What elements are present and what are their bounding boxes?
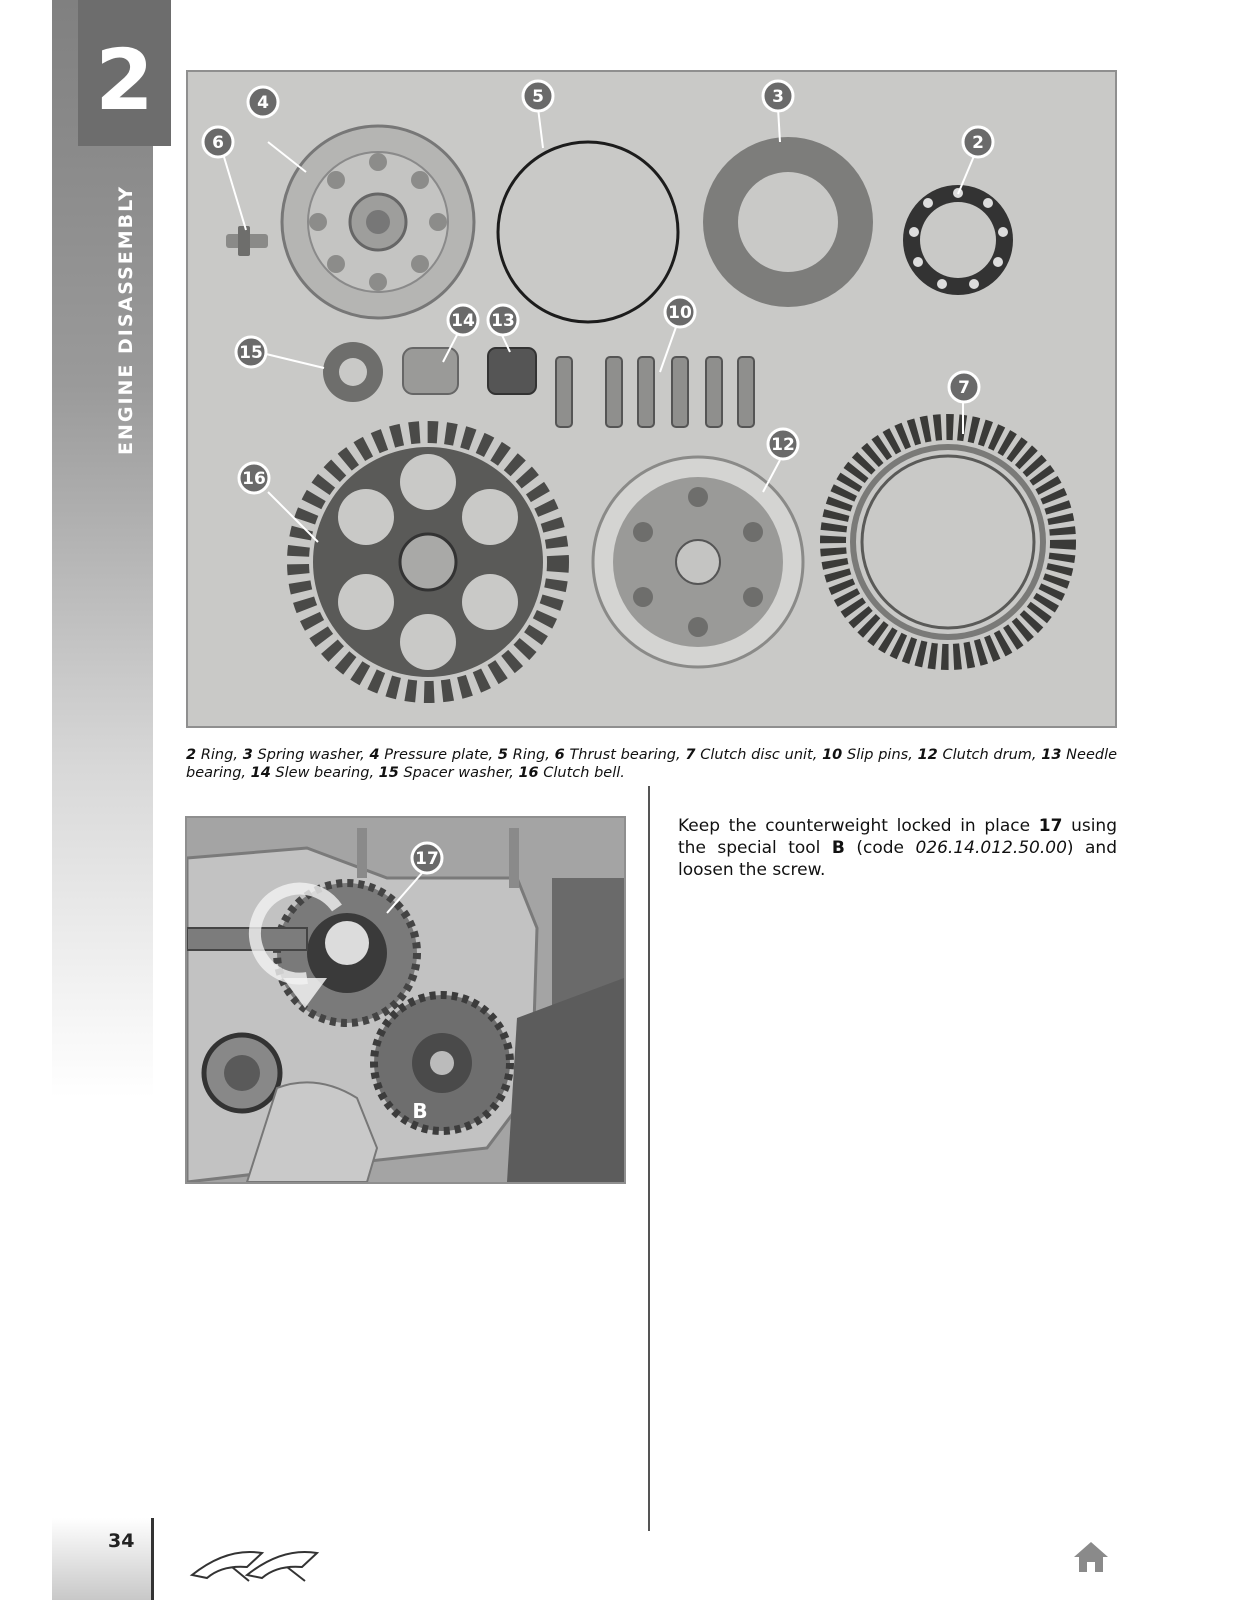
tool-code: 026.14.012.50.00	[915, 838, 1067, 858]
rr-logo-icon	[187, 1545, 337, 1585]
caption-num: 2	[186, 747, 197, 763]
callout-3: 3	[772, 87, 784, 107]
page-number: 34	[108, 1530, 135, 1552]
caption-num: 6	[554, 747, 565, 763]
ref-b: B	[831, 838, 845, 858]
callout-10: 10	[668, 303, 692, 323]
body-text: ) and loosen the screw.	[678, 838, 1117, 880]
caption-num: 13	[1041, 747, 1062, 763]
callout-b: B	[412, 1099, 428, 1123]
caption-num: 10	[822, 747, 843, 763]
caption-text: Pressure plate,	[379, 747, 498, 763]
chapter-number-box	[78, 0, 171, 146]
callout-4: 4	[257, 93, 269, 113]
clutch-components-photo	[186, 70, 1117, 728]
caption-num: 15	[378, 765, 399, 781]
caption-num: 12	[917, 747, 938, 763]
caption-num: 4	[369, 747, 380, 763]
caption-text: Clutch disc unit,	[695, 747, 823, 763]
caption-num: 14	[250, 765, 271, 781]
instruction-paragraph	[678, 815, 1117, 881]
caption-text: Clutch bell.	[538, 765, 625, 781]
caption-num: 3	[242, 747, 253, 763]
column-divider	[648, 786, 650, 1531]
footer-bar	[52, 1518, 151, 1600]
ref-17: 17	[1038, 816, 1063, 836]
caption-text: Spring washer,	[252, 747, 370, 763]
chapter-sidebar	[52, 0, 153, 1098]
callout-12: 12	[771, 435, 795, 455]
caption-num: 7	[685, 747, 696, 763]
caption-text: Spacer washer,	[398, 765, 519, 781]
photo-caption	[186, 746, 1117, 782]
callout-15: 15	[239, 343, 263, 363]
callout-13: 13	[491, 311, 515, 331]
callout-17: 17	[415, 849, 439, 869]
callout-7: 7	[958, 378, 970, 398]
caption-text: Needle bearing,	[186, 747, 1118, 781]
body-text: Keep the counterweight locked in place	[678, 816, 1039, 836]
caption-num: 16	[518, 765, 539, 781]
caption-text: Thrust bearing,	[564, 747, 686, 763]
chapter-title: ENGINE DISASSEMBLY	[115, 184, 137, 456]
caption-num: 5	[497, 747, 509, 763]
callout-2: 2	[972, 133, 984, 153]
callout-6: 6	[212, 133, 224, 153]
caption-text: Slip pins,	[842, 747, 918, 763]
counterweight-tool-photo	[185, 816, 626, 1184]
callout-5: 5	[532, 87, 544, 107]
callout-14: 14	[451, 311, 475, 331]
caption-text: Clutch drum,	[937, 747, 1042, 763]
body-text: using the special tool	[678, 816, 1117, 858]
callout-16: 16	[242, 469, 266, 489]
caption-text: Ring,	[196, 747, 243, 763]
caption-text: Ring,	[508, 747, 555, 763]
footer-divider	[151, 1518, 154, 1600]
home-icon[interactable]	[1072, 1540, 1110, 1574]
chapter-number: 2	[95, 31, 154, 129]
caption-text: Slew bearing,	[270, 765, 379, 781]
body-text: (code	[844, 838, 916, 858]
